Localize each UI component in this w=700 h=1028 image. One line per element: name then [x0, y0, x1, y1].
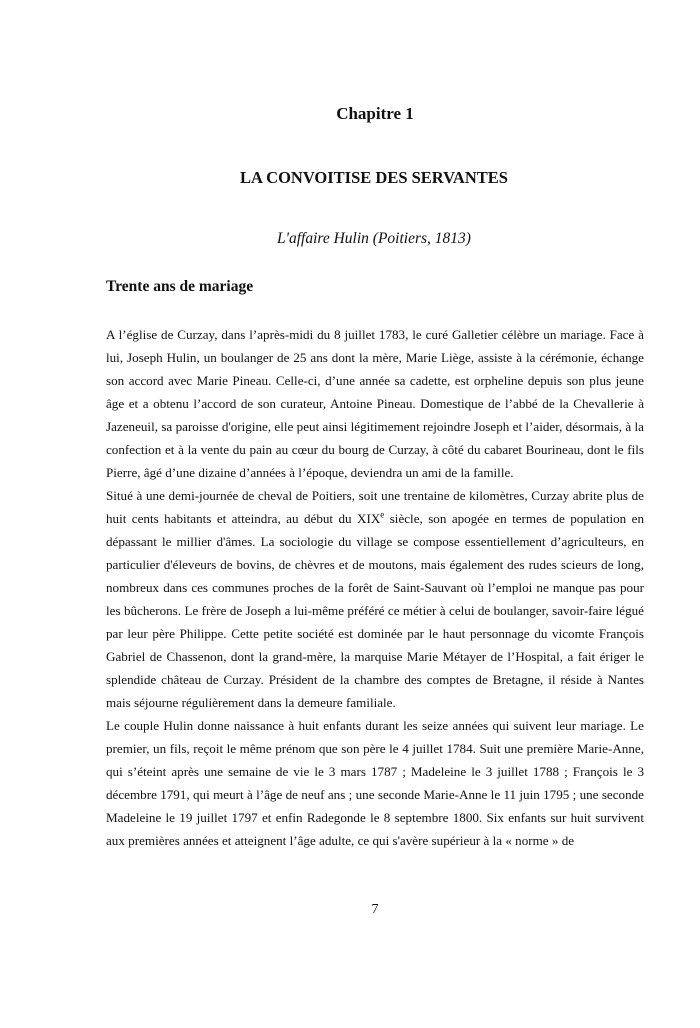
chapter-heading: Chapitre 1 [336, 104, 414, 123]
paragraph: A l’église de Curzay, dans l’après-midi du 8 juillet 1783, le curé Galletier célèbre un mariage. Face à lui, Joseph Hulin, un boulanger de 25 ans dont la mère, Marie Liège, assiste à la cérémonie, échange son accord avec Marie Pineau. Celle-ci, d’une année sa cadette, est orpheline depuis son plus jeune âge et a obtenu l’accord de son curateur, Antoine Pineau. Domestique de l’abbé de la Chevallerie à Jazeneuil, sa paroisse d'origine, elle peut ainsi légitimement rejoindre Joseph et l’aider, désormais, à la confection et à la vente du pain au cœur du bourg de Curzay, à côté du cabaret Bourineau, dont le fils Pierre, âgé d’une dizaine d’années à l’époque, deviendra un ami de la famille. [106, 327, 644, 480]
page-number: 7 [371, 902, 379, 917]
body-text [106, 323, 644, 852]
paragraph [106, 484, 644, 714]
section-heading: Trente ans de mariage [106, 278, 254, 295]
paragraph-text: siècle, son apogée en termes de population en dépassant le millier d'âmes. La sociologie du village se compose essentiellement d’agriculteurs, en particulier d'éleveurs de bovins, de chèvres et de moutons, mais également des rudes scieurs de long, nombreux dans ces communes proches de la forêt de Saint-Sauvant où l’emploi ne manque pas pour les bûcherons. Le frère de Joseph a lui-même préféré ce métier à celui de boulanger, savoir-faire légué par leur père Philippe. Cette petite société est dominée par le haut personnage du vicomte François Gabriel de Chassenon, dont la grand-mère, la marquise Marie Métayer de l’Hospital, a fait ériger le splendide château de Curzay. Président de la chambre des comptes de Bretagne, il réside à Nantes mais séjourne régulièrement dans la demeure familiale. [106, 511, 644, 710]
chapter-subtitle: L'affaire Hulin (Poitiers, 1813) [277, 230, 471, 247]
paragraph: Le couple Hulin donne naissance à huit enfants durant les seize années qui suivent leur mariage. Le premier, un fils, reçoit le même prénom que son père le 4 juillet 1784. Suit une première Marie-Anne, qui s’éteint après une semaine de vie le 3 mars 1787 ; Madeleine le 3 juillet 1788 ; François le 3 décembre 1791, qui meurt à l’âge de neuf ans ; une seconde Marie-Anne le 11 juin 1795 ; une seconde Madeleine le 19 juillet 1797 et enfin Radegonde le 8 septembre 1800. Six enfants sur huit survivent aux premières années et atteignent l’âge adulte, ce qui s'avère supérieur à la « norme » de [106, 718, 644, 848]
paragraph-text: Situé à une demi-journée de cheval de Poitiers, soit une trentaine de kilomètres, Curzay abrite plus de huit cents habitants et atteindra, au début du XIX [106, 488, 644, 526]
superscript: e [380, 509, 385, 520]
chapter-title: LA CONVOITISE DES SERVANTES [240, 168, 508, 187]
